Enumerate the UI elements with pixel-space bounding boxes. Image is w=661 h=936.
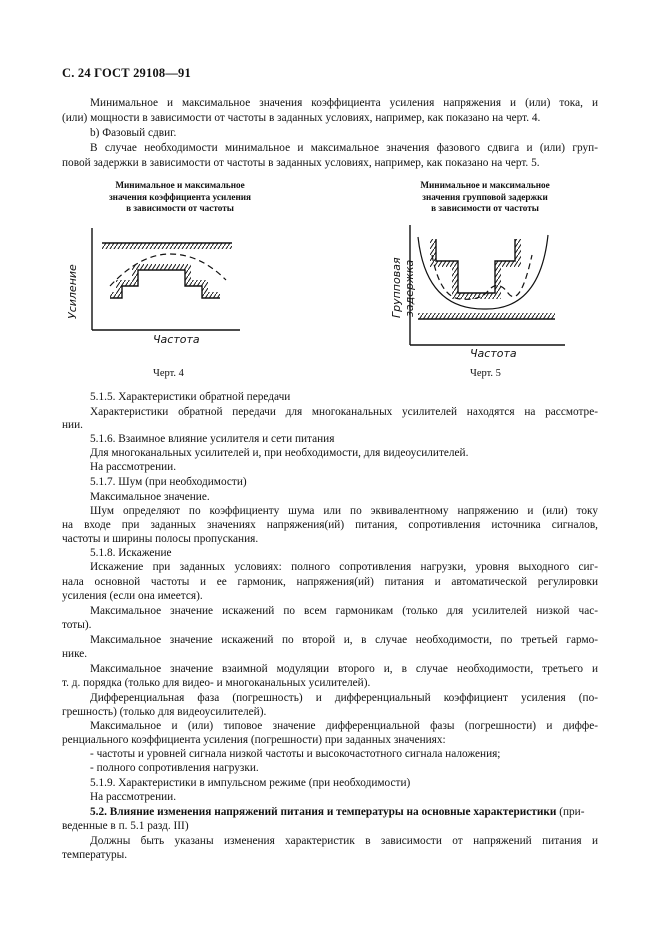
figure4-caption: Минимальное и максимальное значения коэффициента усиления в зависимости от частоты — [108, 180, 252, 213]
figure4-label: Черт. 4 — [153, 368, 184, 379]
list-item: - полного сопротивления нагрузки. — [90, 762, 259, 774]
paragraph-line: на входе при заданных значениях напряжения(ий) питания, сопротивления источника сигналов, — [62, 519, 598, 531]
paragraph-line: Минимальное и максимальное значения коэффициента усиления напряжения и (или) тока, и — [90, 97, 598, 109]
figure4-graph — [60, 228, 260, 348]
paragraph-line: т. д. порядка (только для видео- и многоканальных усилителей). — [62, 677, 371, 689]
paragraph-line: Для многоканальных усилителей и, при необходимости, для видеоусилителей. — [90, 447, 469, 459]
paragraph-line: усиления (если она имеется). — [62, 590, 203, 602]
section-heading-rest: (при- — [556, 806, 585, 818]
section-title: 5.1.7. Шум (при необходимости) — [90, 476, 247, 488]
figure5-label: Черт. 5 — [470, 368, 501, 379]
section-heading-bold: 5.2. Влияние изменения напряжений питания и температуры на основные характеристики — [90, 806, 557, 818]
paragraph-line: (или) мощности в зависимости от частоты в заданных условиях, например, как показано на черт. 4. — [62, 112, 541, 124]
paragraph-line: Характеристики обратной передачи для многоканальных усилителей находятся на рассмотре- — [90, 406, 598, 418]
paragraph-line: повой задержки в зависимости от частоты в заданных условиях, например, как показано на черт. 5. — [62, 157, 540, 169]
paragraph-line: частоты и ширины полосы пропускания. — [62, 533, 259, 545]
figure5-ylabel: Групповая задержка — [390, 257, 416, 319]
paragraph-line: тоты). — [62, 619, 92, 631]
section-title: 5.1.8. Искажение — [90, 547, 172, 559]
figure4-xlabel: Частота — [153, 333, 200, 346]
page-header: С. 24 ГОСТ 29108—91 — [62, 66, 191, 80]
paragraph-line: Максимальное значение взаимной модуляции второго и, в случае необходимости, третьего и — [90, 663, 598, 675]
paragraph-line: В случае необходимости минимальное и максимальное значения фазового сдвига и (или) груп- — [90, 142, 598, 154]
paragraph-line: b) Фазовый сдвиг. — [90, 127, 177, 139]
paragraph-line: Шум определяют по коэффициенту шума или по эквивалентному напряжению и (или) току — [90, 505, 598, 517]
figure5-graph — [390, 225, 590, 360]
paragraph-line: Дифференциальная фаза (погрешность) и дифференциальный коэффициент усиления (по- — [90, 692, 598, 704]
figure5-xlabel: Частота — [470, 347, 517, 360]
paragraph-line: Должны быть указаны изменения характеристик в зависимости от напряжений питания и — [90, 835, 598, 847]
paragraph-line: ренциального коэффициента усиления (погрешности) при заданных значениях: — [62, 734, 446, 746]
paragraph-line: Максимальное значение. — [90, 491, 210, 503]
paragraph-line: нала основной частоты и ее гармоник, напряжения(ий) питания и автоматической регулировки — [62, 576, 598, 588]
paragraph-line: На рассмотрении. — [90, 461, 177, 473]
paragraph-line: веденные в п. 5.1 разд. III) — [62, 820, 189, 832]
paragraph-line: Искажение при заданных условиях: полного сопротивления нагрузки, уровня выходного сиг- — [90, 561, 598, 573]
figure4-ylabel: Усиление — [66, 264, 79, 320]
section-title: 5.1.5. Характеристики обратной передачи — [90, 391, 291, 403]
paragraph-line: грешность) (только для видеоусилителей). — [62, 706, 267, 718]
paragraph-line: нии. — [62, 419, 83, 431]
paragraph-line: Максимальное значение искажений по второй и, в случае необходимости, по третьей гармо- — [90, 634, 598, 646]
paragraph-line: Максимальное значение искажений по всем гармоникам (только для усилителей низкой час- — [90, 605, 598, 617]
paragraph-line: Максимальное и (или) типовое значение дифференциальной фазы (погрешности) и диффе- — [90, 720, 598, 732]
section-heading — [62, 805, 598, 819]
list-item: - частоты и уровней сигнала низкой частоты и высокочастотного сигнала наложения; — [90, 748, 501, 760]
section-title: 5.1.6. Взаимное влияние усилителя и сети питания — [90, 433, 335, 445]
paragraph-line: температуры. — [62, 849, 128, 861]
figure5-caption: Минимальное и максимальное значения групповой задержки в зависимости от частоты — [420, 180, 550, 213]
paragraph-line: На рассмотрении. — [90, 791, 177, 803]
section-title: 5.1.9. Характеристики в импульсном режиме (при необходимости) — [90, 777, 411, 789]
paragraph-line: нике. — [62, 648, 88, 660]
